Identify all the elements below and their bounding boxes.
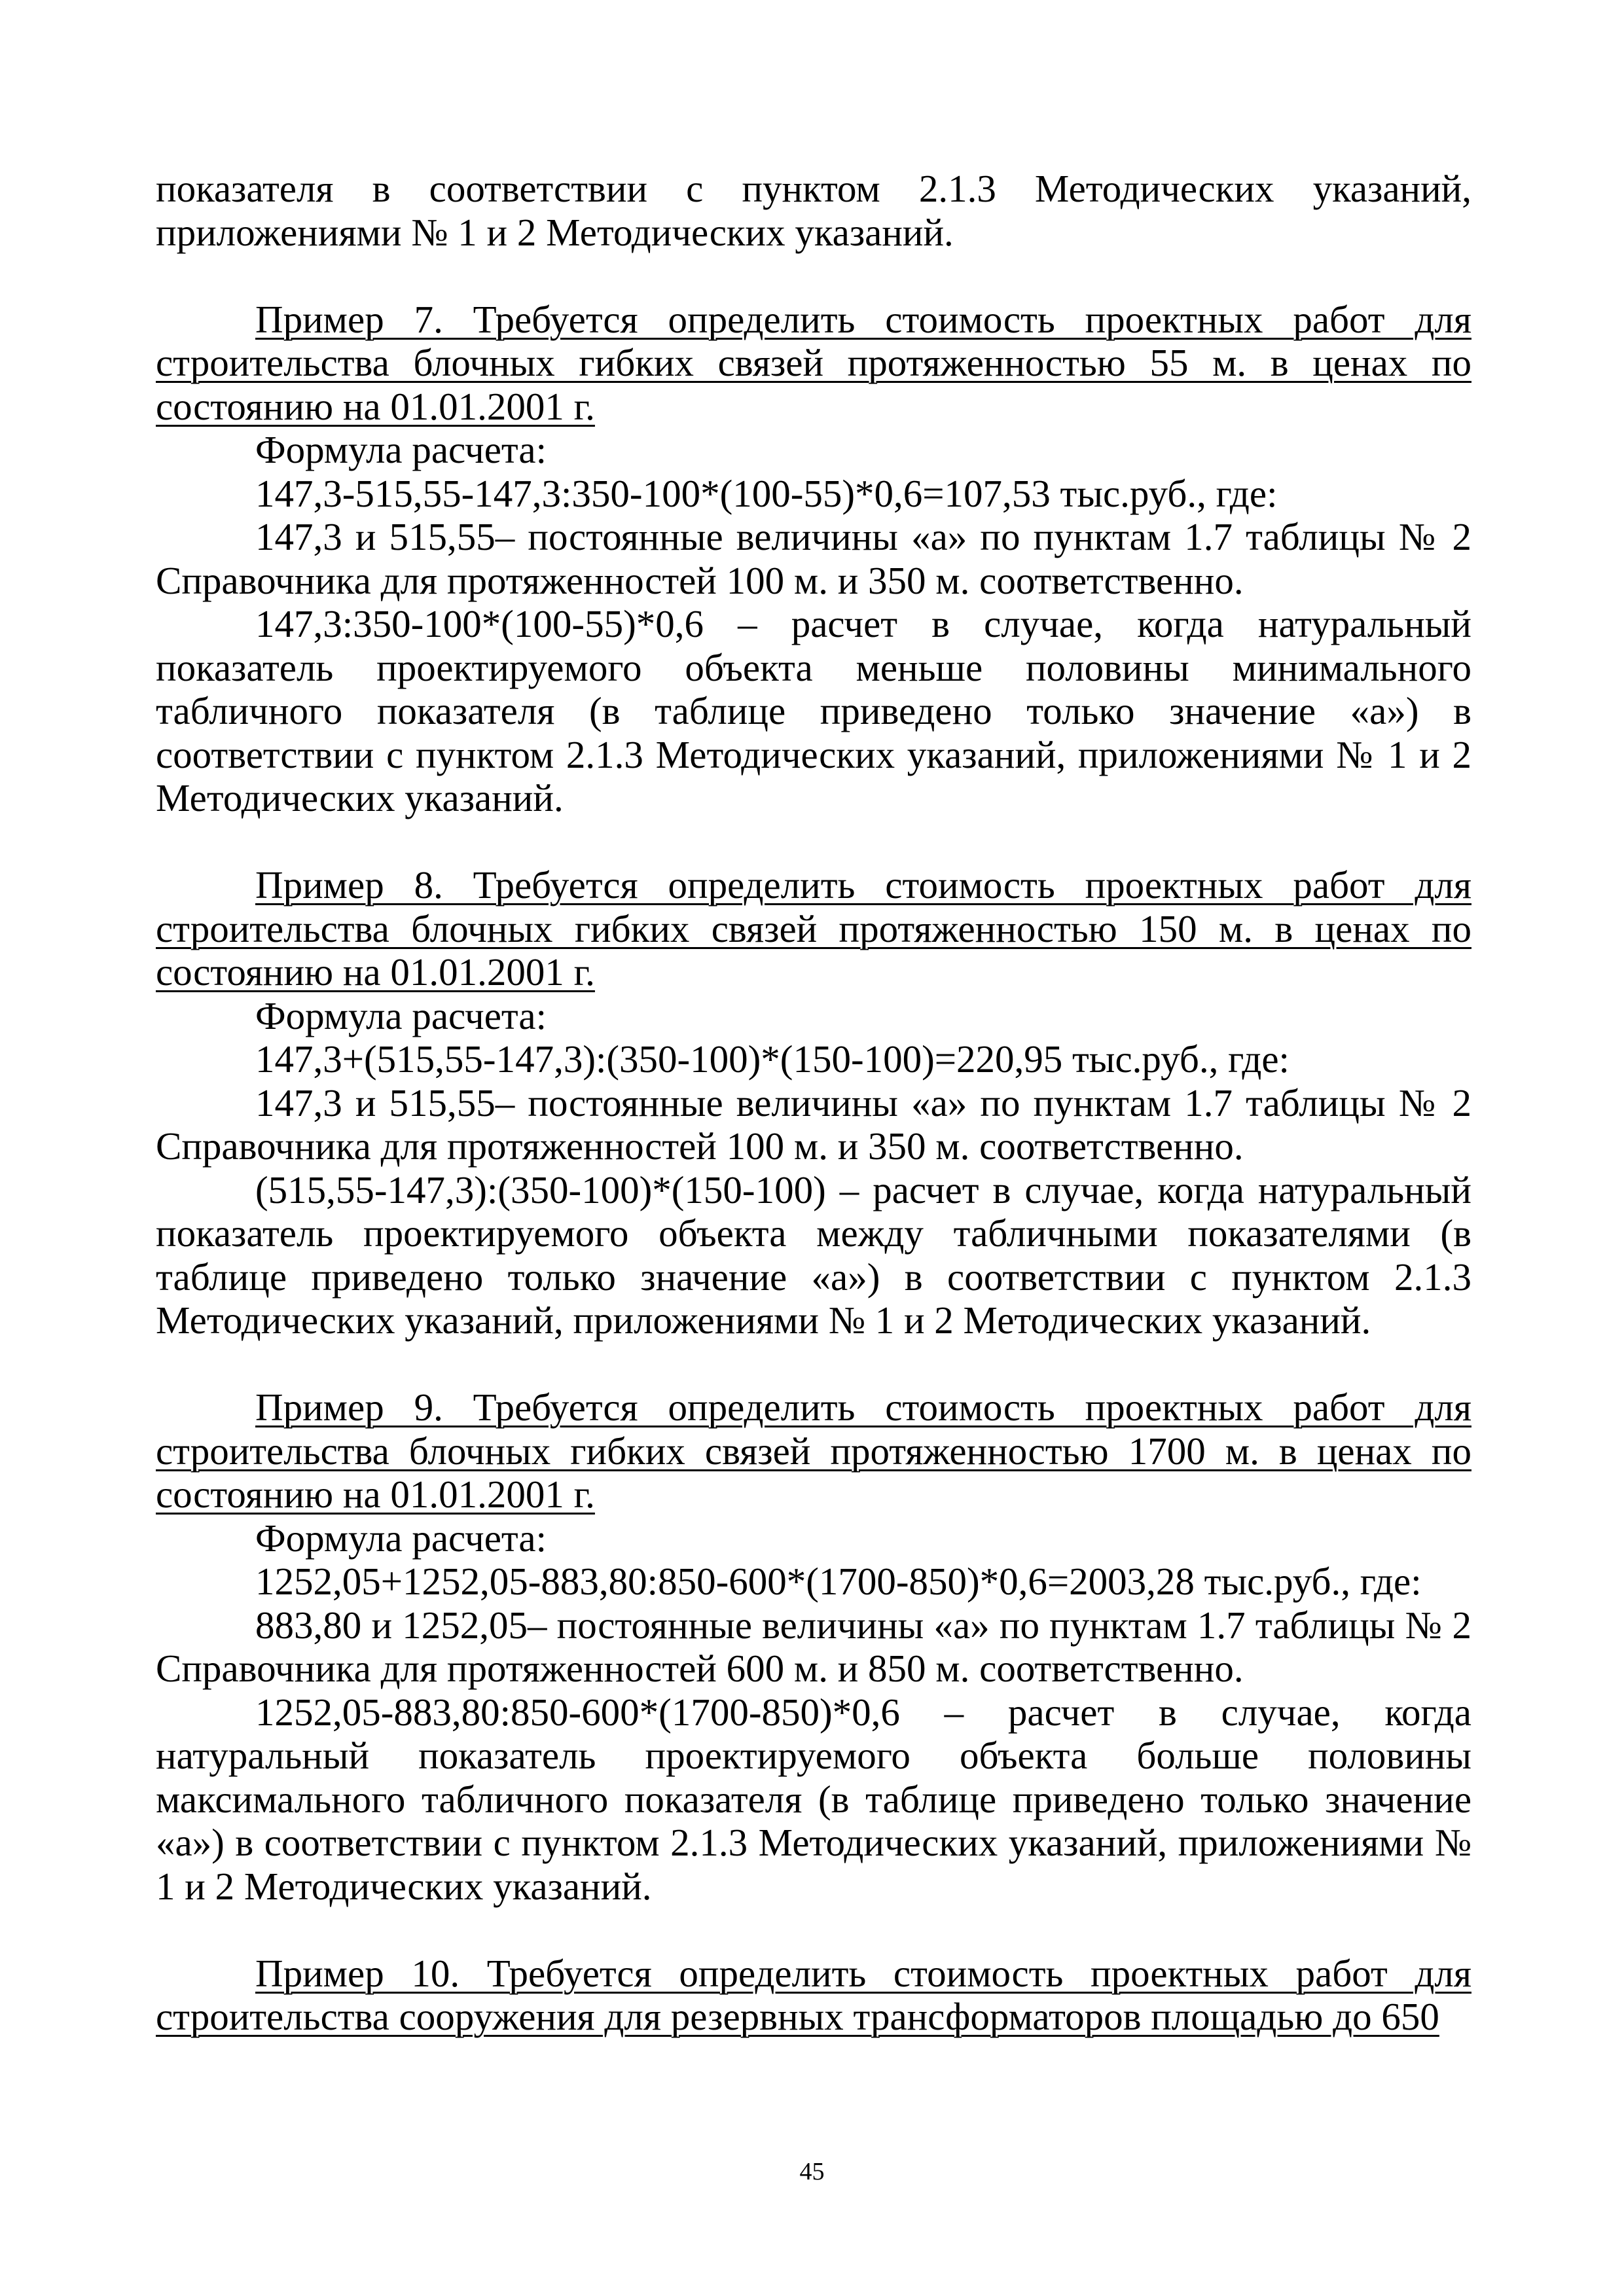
example-7-explanation-calculation: 147,3:350-100*(100-55)*0,6 – расчет в случае, когда натуральный показатель проектируемого объекта меньше половины минимального табличного показателя (в таблице приведено только значение «а») в соответствии с пунктом 2.1.3 Методических указаний, приложениями № 1 и 2 Методических указаний. <box>156 602 1471 819</box>
example-8-explanation-constants: 147,3 и 515,55– постоянные величины «а» по пунктам 1.7 таблицы № 2 Справочника для протяженностей 100 м. и 350 м. соответственно. <box>156 1081 1471 1168</box>
example-7-explanation-constants: 147,3 и 515,55– постоянные величины «а» по пунктам 1.7 таблицы № 2 Справочника для протяженностей 100 м. и 350 м. соответственно. <box>156 515 1471 602</box>
intro-paragraph: показателя в соответствии с пунктом 2.1.3 Методических указаний, приложениями № 1 и 2 Методических указаний. <box>156 167 1471 254</box>
example-7-heading <box>156 298 1471 429</box>
example-9-formula-label: Формула расчета: <box>255 1516 547 1560</box>
paragraph-gap <box>156 254 1471 298</box>
example-8-formula: 147,3+(515,55-147,3):(350-100)*(150-100)=220,95 тыс.руб., где: <box>255 1037 1290 1081</box>
paragraph-gap <box>156 1342 1471 1386</box>
example-9-explanation-constants: 883,80 и 1252,05– постоянные величины «а» по пунктам 1.7 таблицы № 2 Справочника для протяженностей 600 м. и 850 м. соответственно. <box>156 1603 1471 1690</box>
example-8-explanation-calculation: (515,55-147,3):(350-100)*(150-100) – расчет в случае, когда натуральный показатель проектируемого объекта между табличными показателями (в таблице приведено только значение «а») в соответствии с пунктом 2.1.3 Методических указаний, приложениями № 1 и 2 Методических указаний. <box>156 1168 1471 1342</box>
example-10-heading <box>156 1952 1471 2039</box>
example-9-explanation-calculation: 1252,05-883,80:850-600*(1700-850)*0,6 – расчет в случае, когда натуральный показатель проектируемого объекта больше половины максимального табличного показателя (в таблице приведено только значение «а») в соответствии с пунктом 2.1.3 Методических указаний, приложениями № 1 и 2 Методических указаний. <box>156 1690 1471 1908</box>
paragraph-gap <box>156 820 1471 864</box>
example-9-heading <box>156 1386 1471 1516</box>
paragraph-gap <box>156 1908 1471 1952</box>
example-7-formula-label: Формула расчета: <box>255 428 547 471</box>
example-7-formula: 147,3-515,55-147,3:350-100*(100-55)*0,6=107,53 тыс.руб., где: <box>255 471 1278 515</box>
example-8-heading <box>156 863 1471 994</box>
example-8-title: Пример 8. Требуется определить стоимость проектных работ для строительства блочных гибких связей протяженностью 150 м. в ценах по состоянию на 01.01.2001 г. <box>156 863 1471 994</box>
example-9-formula: 1252,05+1252,05-883,80:850-600*(1700-850)*0,6=2003,28 тыс.руб., где: <box>255 1560 1422 1603</box>
page-number: 45 <box>799 2158 825 2185</box>
example-10-title: Пример 10. Требуется определить стоимость проектных работ для строительства сооружения для резервных трансформаторов площадью до 650 <box>156 1951 1471 2038</box>
example-8-formula-label: Формула расчета: <box>255 994 547 1037</box>
example-7-title: Пример 7. Требуется определить стоимость проектных работ для строительства блочных гибких связей протяженностью 55 м. в ценах по состоянию на 01.01.2001 г. <box>156 297 1471 428</box>
page-content <box>156 167 1471 2039</box>
example-9-title: Пример 9. Требуется определить стоимость проектных работ для строительства блочных гибких связей протяженностью 1700 м. в ценах по состоянию на 01.01.2001 г. <box>156 1386 1471 1516</box>
